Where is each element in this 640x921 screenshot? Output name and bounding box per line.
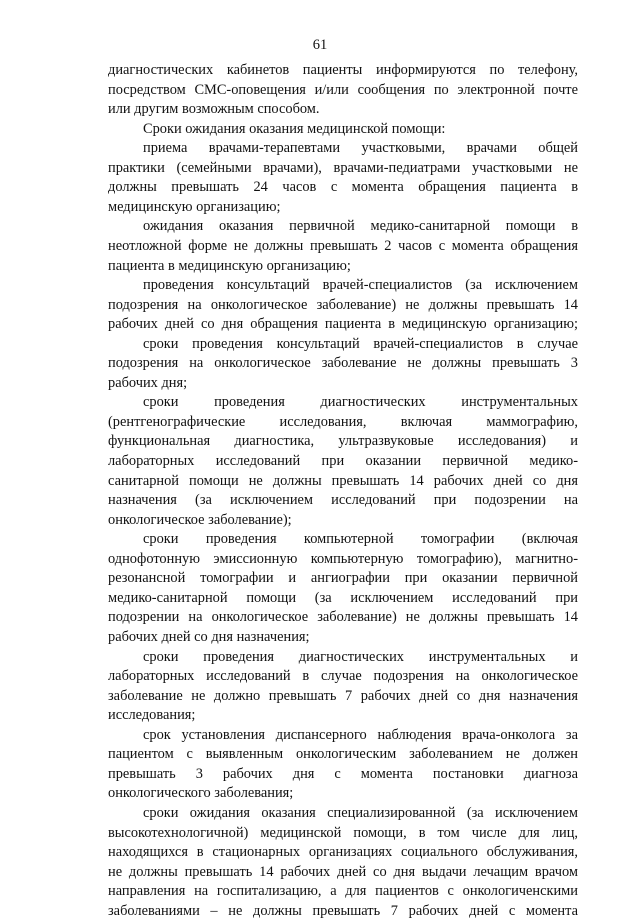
text-line: подозрения на онкологическое заболевание не должны превышать 3 — [108, 355, 578, 372]
text-line: сроки проведения консультаций врачей-специалистов в случае — [143, 335, 578, 352]
text-line: ожидания оказания первичной медико-санитарной помощи в — [143, 218, 578, 235]
text-line: подозрении на онкологическое заболевание) не должны превышать 14 — [108, 609, 578, 626]
text-line: резонансной томографии и ангиографии при оказании первичной — [108, 570, 578, 587]
text-line: рабочих дней со дня обращения пациента в медицинскую организацию; — [108, 316, 578, 333]
text-line: сроки проведения компьютерной томографии (включая — [143, 531, 578, 548]
text-line: пациента в медицинскую организацию; — [108, 257, 351, 274]
text-line: заболеваниями – не должны превышать 7 рабочих дней с момента — [108, 902, 578, 919]
text-line: находящихся в стационарных организациях социального обслуживания, — [108, 844, 578, 860]
text-line: неотложной форме не должны превышать 2 часов с момента обращения — [108, 238, 578, 254]
text-line: исследования; — [108, 707, 196, 724]
text-line: лабораторных исследований в случае подозрения на онкологическое — [108, 668, 578, 685]
text-line: Сроки ожидания оказания медицинской помощи: — [143, 120, 446, 137]
text-line: превышать 3 рабочих дня с момента постановки диагноза — [108, 765, 578, 782]
text-line: онкологического заболевания; — [108, 785, 294, 802]
text-line: проведения консультаций врачей-специалистов (за исключением — [143, 277, 578, 294]
text-line: высокотехнологичной) медицинской помощи, в том числе для лиц, — [108, 824, 578, 841]
text-line: заболевание не должно превышать 7 рабочих дней со дня назначения — [108, 687, 578, 704]
text-line: не должны превышать 14 рабочих дней со дня выдачи лечащим врачом — [108, 863, 578, 880]
text-line: или другим возможным способом. — [108, 101, 320, 118]
text-line: сроки проведения диагностических инструментальных и — [143, 648, 578, 665]
text-line: сроки проведения диагностических инструментальных — [143, 394, 578, 411]
text-line: подозрения на онкологическое заболевание) не должны превышать 14 — [108, 296, 578, 313]
text-line: направления на госпитализацию, а для пациентов с онкологиченскими — [108, 883, 578, 900]
text-line: срок установления диспансерного наблюдения врача-онколога за — [143, 726, 578, 743]
text-line: назначения (за исключением исследований при подозрении на — [108, 492, 578, 509]
text-line: посредством СМС-оповещения и/или сообщения по электронной почте — [108, 81, 578, 98]
text-line: онкологическое заболевание); — [108, 511, 292, 528]
text-line: рабочих дней со дня назначения; — [108, 629, 310, 645]
text-line: приема врачами-терапевтами участковыми, врачами общей — [143, 140, 578, 157]
text-line: диагностических кабинетов пациенты информируются по телефону, — [108, 62, 578, 78]
text-line: пациентом с выявленным онкологическим заболеванием не должен — [108, 746, 578, 763]
text-line: санитарной помощи не должны превышать 14 рабочих дней со дня — [108, 472, 578, 489]
text-line: должны превышать 24 часов с момента обращения пациента в — [108, 179, 578, 196]
text-line: (рентгенографические исследования, включая маммографию, — [108, 413, 578, 430]
text-line: сроки ожидания оказания специализированной (за исключением — [143, 804, 578, 821]
text-line: медико-санитарной помощи (за исключением исследований при — [108, 589, 578, 606]
text-line: однофотонную эмиссионную компьютерную томографию), магнитно- — [108, 550, 578, 567]
page-number: 61 — [312, 37, 328, 53]
text-line: практики (семейными врачами), врачами-педиатрами участковыми не — [108, 159, 578, 176]
text-line: лабораторных исследований при оказании первичной медико- — [108, 453, 578, 469]
text-line: функциональная диагностика, ультразвуковые исследования) и — [108, 433, 578, 450]
text-line: медицинскую организацию; — [108, 198, 281, 215]
text-line: рабочих дня; — [108, 374, 188, 391]
